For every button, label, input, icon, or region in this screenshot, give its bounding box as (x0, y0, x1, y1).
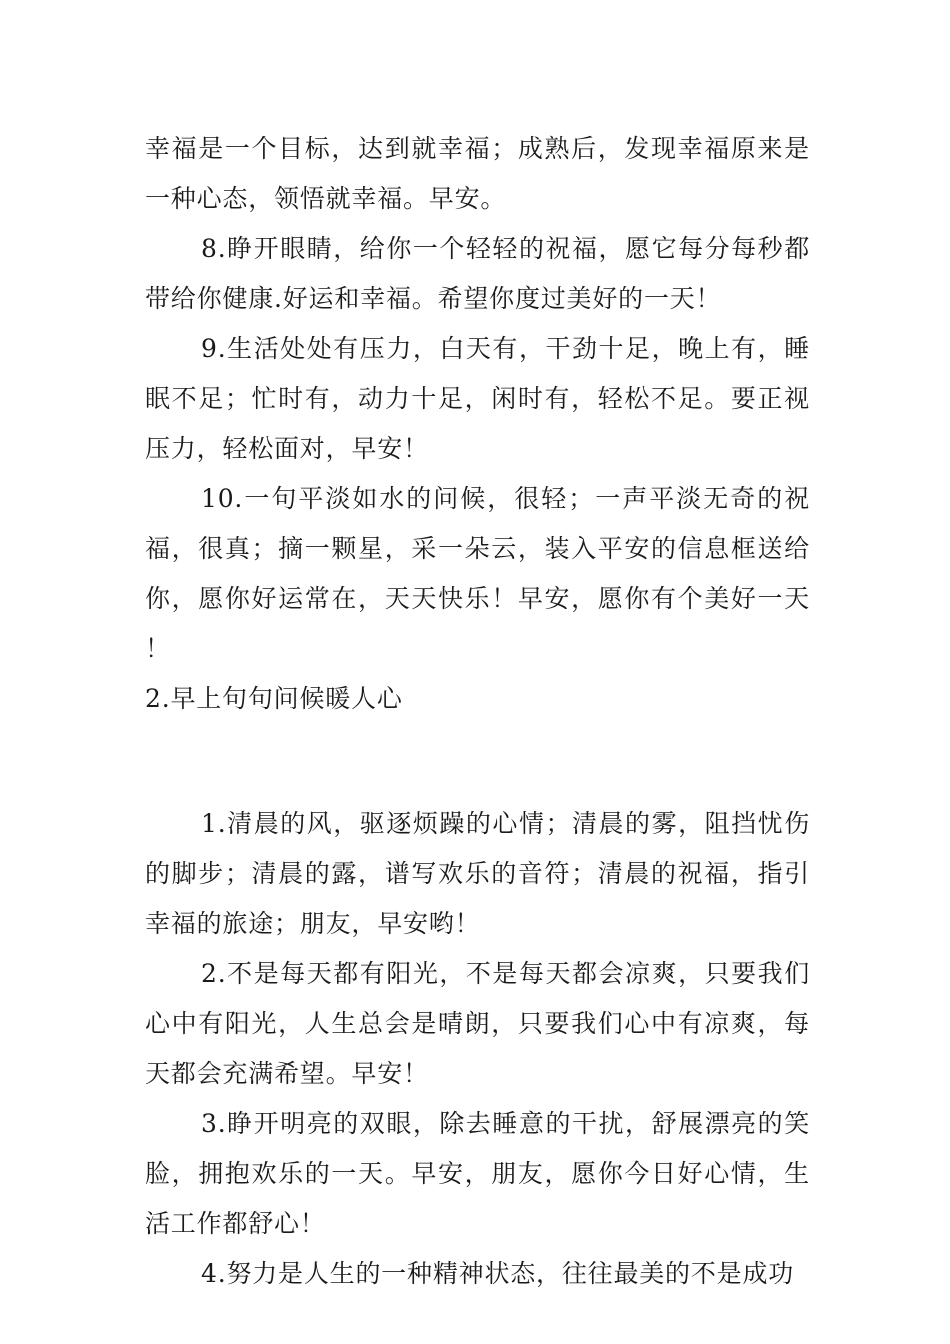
paragraph-item-8: 8.睁开眼睛，给你一个轻轻的祝福，愿它每分每秒都带给你健康.好运和幸福。希望你度过美好的一天！ (145, 234, 810, 313)
paragraph-item-2: 2.不是每天都有阳光，不是每天都会凉爽，只要我们心中有阳光，人生总会是晴朗，只要我们心中有凉爽，每天都会充满希望。早安！ (145, 959, 810, 1088)
document-body (145, 124, 810, 1299)
paragraph-item-4: 4.努力是人生的一种精神状态，往往最美的不是成功 (201, 1259, 795, 1288)
blank-gap (145, 724, 810, 799)
paragraph-item-3: 3.睁开明亮的双眼，除去睡意的干扰，舒展漂亮的笑脸，拥抱欢乐的一天。早安，朋友，愿你今日好心情，生活工作都舒心！ (145, 1109, 810, 1238)
paragraph-item-1: 1.清晨的风，驱逐烦躁的心情；清晨的雾，阻挡忧伤的脚步；清晨的露，谱写欢乐的音符；清晨的祝福，指引幸福的旅途；朋友，早安哟！ (145, 809, 810, 938)
paragraph-item-10: 10.一句平淡如水的问候，很轻；一声平淡无奇的祝福，很真；摘一颗星，采一朵云，装入平安的信息框送给你，愿你好运常在，天天快乐！早安，愿你有个美好一天！ (145, 484, 810, 663)
paragraph-item-9: 9.生活处处有压力，白天有，干劲十足，晚上有，睡眠不足；忙时有，动力十足，闲时有，轻松不足。要正视压力，轻松面对，早安！ (145, 334, 810, 463)
paragraph-happiness-continued: 幸福是一个目标，达到就幸福；成熟后，发现幸福原来是一种心态，领悟就幸福。早安。 (145, 134, 810, 213)
section-heading: 2.早上句句问候暖人心 (145, 684, 403, 713)
